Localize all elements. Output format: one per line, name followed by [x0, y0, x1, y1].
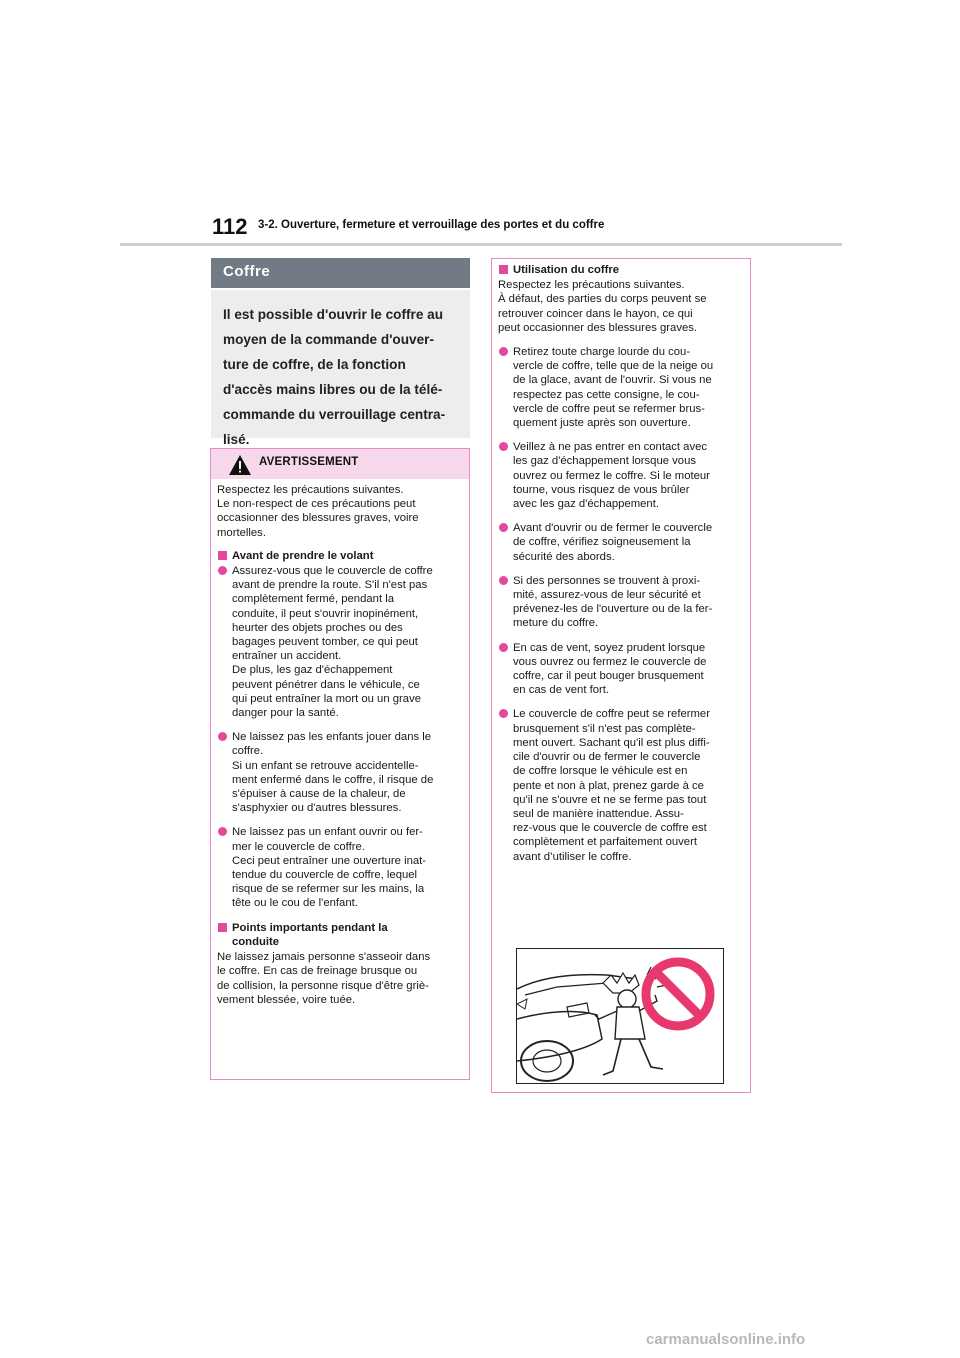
intro-box	[211, 290, 470, 447]
text-line: de coffre, vérifiez soigneusement la	[513, 536, 691, 549]
round-bullet-icon	[218, 827, 227, 836]
text-line: Le couvercle de coffre peut se refermer	[513, 708, 710, 721]
list-item	[498, 345, 744, 430]
text-line: heurter des objets proches ou des	[232, 621, 403, 634]
list-item	[498, 521, 744, 564]
chapter-title: 3-2. Ouverture, fermeture et verrouillage des portes et du coffre	[258, 219, 605, 231]
text-line: coffre.	[232, 745, 264, 758]
round-bullet-icon	[499, 709, 508, 718]
text-line: de collision, la personne risque d'être griè-	[217, 979, 429, 992]
list-item	[217, 564, 463, 720]
intro-line: moyen de la commande d'ouver-	[223, 332, 434, 347]
text-line: de coffre lorsque le véhicule est en	[513, 765, 688, 778]
intro-line: commande du verrouillage centra-	[223, 407, 446, 422]
text-line: s'épuiser à cause de la chaleur, de	[232, 788, 406, 801]
text-line: Veillez à ne pas entrer en contact avec	[513, 441, 708, 454]
square-bullet-icon	[218, 551, 227, 560]
text-line: vercle de coffre, telle que de la neige ou	[513, 360, 714, 373]
text-line: le coffre. En cas de freinage brusque ou	[217, 965, 418, 978]
round-bullet-icon	[499, 442, 508, 451]
list-item	[217, 730, 463, 815]
right-intro	[498, 278, 744, 335]
square-bullet-icon	[218, 923, 227, 932]
intro-line: lisé.	[223, 432, 250, 447]
text-line: ment ouvert. Sachant qu'il est plus diffi-	[513, 736, 710, 749]
round-bullet-icon	[499, 523, 508, 532]
prohibition-icon	[640, 956, 716, 1032]
text-line: risque de se refermer sur les mains, la	[232, 883, 425, 896]
text-line: bagages peuvent tomber, ce qui peut	[232, 636, 418, 649]
text-line: quement juste après son ouverture.	[513, 417, 691, 430]
text-line: complètement fermé, pendant la	[232, 593, 395, 606]
list-item	[498, 707, 744, 863]
intro-line: d'accès mains libres ou de la télé-	[223, 382, 443, 397]
text-line: rez-vous que le couvercle de coffre est	[513, 822, 707, 835]
text-line: complètement et parfaitement ouvert	[513, 836, 697, 849]
item-text	[232, 825, 426, 910]
list-item	[498, 440, 744, 511]
text-line: mortelles.	[217, 526, 266, 539]
text-line: Ne laissez pas les enfants jouer dans le	[232, 731, 432, 744]
text-line: danger pour la santé.	[232, 707, 339, 720]
text-line: cile d'ouvrir ou de fermer le couvercle	[513, 751, 701, 764]
list-item	[217, 825, 463, 910]
text-line: conduite	[232, 935, 280, 948]
text-line: vercle de coffre peut se refermer brus-	[513, 402, 705, 415]
item-text	[513, 440, 710, 511]
text-line: Ne laissez pas un enfant ouvrir ou fer-	[232, 826, 423, 839]
round-bullet-icon	[499, 347, 508, 356]
text-line: vous ouvrez ou fermez le couvercle de	[513, 655, 707, 668]
text-line: À défaut, des parties du corps peuvent se	[498, 293, 707, 306]
header-rule	[120, 243, 842, 246]
round-bullet-icon	[499, 643, 508, 652]
round-bullet-icon	[218, 566, 227, 575]
text-line: mité, assurez-vous de leur sécurité et	[513, 589, 701, 602]
text-line: ment enfermé dans le coffre, il risque de	[232, 773, 434, 786]
subheading-utilisation	[498, 263, 744, 277]
text-line: seul de manière inattendue. Assu-	[513, 807, 684, 820]
warning-intro	[217, 483, 463, 540]
item-text	[513, 345, 713, 430]
text-line: Respectez les précautions suivantes.	[217, 484, 404, 496]
text-line: entraîner un accident.	[232, 650, 342, 663]
text-line: de la glace, avant de l'ouvrir. Si vous ne	[513, 374, 712, 387]
text-line: Respectez les précautions suivantes.	[498, 279, 685, 292]
section-heading: Coffre	[211, 258, 470, 288]
text-line: prévenez-les de l'ouverture ou de la fer-	[513, 603, 713, 616]
text-line: tête ou le cou de l'enfant.	[232, 897, 358, 910]
subheading-avant-volant	[217, 549, 463, 563]
warning-box	[210, 448, 470, 1080]
page-number: 112	[212, 214, 248, 239]
text-line: En cas de vent, soyez prudent lorsque	[513, 641, 706, 654]
text-line: les gaz d'échappement lorsque vous	[513, 455, 697, 468]
text-line: avant de prendre la route. S'il n'est pas	[232, 579, 428, 592]
warning-header	[211, 449, 469, 479]
text-line: brusquement s'il n'est pas complète-	[513, 722, 696, 735]
text-line: Assurez-vous que le couvercle de coffre	[232, 565, 433, 578]
text-line: vement blessée, voire tuée.	[217, 993, 356, 1006]
text-line: s'asphyxier ou d'autres blessures.	[232, 802, 402, 815]
intro-line: ture de coffre, de la fonction	[223, 357, 406, 372]
text-line: Ceci peut entraîner une ouverture inat-	[232, 854, 427, 867]
text-line: meture du coffre.	[513, 617, 599, 630]
text-line: Si des personnes se trouvent à proxi-	[513, 574, 701, 587]
text-line: Retirez toute charge lourde du cou-	[513, 346, 691, 359]
text-line: peut occasionner des blessures graves.	[498, 321, 698, 334]
text-line: avant d’utiliser le coffre.	[513, 850, 632, 863]
round-bullet-icon	[499, 576, 508, 585]
item-text	[513, 574, 712, 631]
item-text	[513, 707, 710, 863]
warning-title: AVERTISSEMENT	[259, 456, 359, 468]
text-line: tourne, vous risquez de vous brûler	[513, 483, 690, 496]
item-text	[232, 730, 433, 815]
subheading-text: Utilisation du coffre	[513, 264, 620, 276]
text-line: coffre, car il peut bouger brusquement	[513, 670, 704, 683]
text-line: Points importants pendant la	[232, 921, 388, 934]
text-line: occasionner des blessures graves, voire	[217, 512, 419, 525]
text-line: qui peut entraîner la mort ou un grave	[232, 692, 422, 705]
text-line: Avant d'ouvrir ou de fermer le couvercle	[513, 522, 713, 535]
text-line: Si un enfant se retrouve accidentelle-	[232, 759, 419, 772]
text-line: conduite, il peut s'ouvrir inopinément,	[232, 607, 419, 620]
item-text	[513, 521, 712, 564]
text-line: qu'il ne s'ouvre et ne se ferme pas tout	[513, 793, 707, 806]
text-line: Ne laissez jamais personne s'asseoir dans	[217, 951, 431, 964]
text-line: peuvent pénétrer dans le véhicule, ce	[232, 678, 420, 691]
text-line: tendue du couvercle de coffre, lequel	[232, 869, 418, 882]
text-line: Le non-respect de ces précautions peut	[217, 498, 416, 511]
warning-body	[211, 479, 469, 1007]
text-line: sécurité des abords.	[513, 550, 615, 563]
text-line: respectez pas cette consigne, le cou-	[513, 388, 700, 401]
list-item	[498, 641, 744, 698]
item-text	[232, 564, 433, 720]
text-line: ouvrez ou fermez le coffre. Si le moteur	[513, 469, 710, 482]
warning-paragraph	[217, 950, 463, 1007]
text-line: retrouver coincer dans le hayon, ce qui	[498, 307, 693, 320]
text-line: en cas de vent fort.	[513, 684, 610, 697]
subheading-text: Avant de prendre le volant	[232, 549, 374, 562]
list-item	[498, 574, 744, 631]
text-line: De plus, les gaz d'échappement	[232, 664, 393, 677]
text-line: mer le couvercle de coffre.	[232, 840, 365, 853]
text-line: pente et non à plat, prenez garde à ce	[513, 779, 704, 792]
watermark: carmanualsonline.info	[646, 1331, 806, 1348]
subheading-points-importants	[217, 921, 463, 949]
intro-line: Il est possible d'ouvrir le coffre au	[223, 307, 444, 322]
warning-triangle-icon	[228, 454, 252, 476]
item-text	[513, 641, 706, 698]
square-bullet-icon	[499, 265, 508, 274]
subheading-text	[232, 921, 388, 949]
round-bullet-icon	[218, 732, 227, 741]
text-line: avec les gaz d'échappement.	[513, 498, 659, 511]
